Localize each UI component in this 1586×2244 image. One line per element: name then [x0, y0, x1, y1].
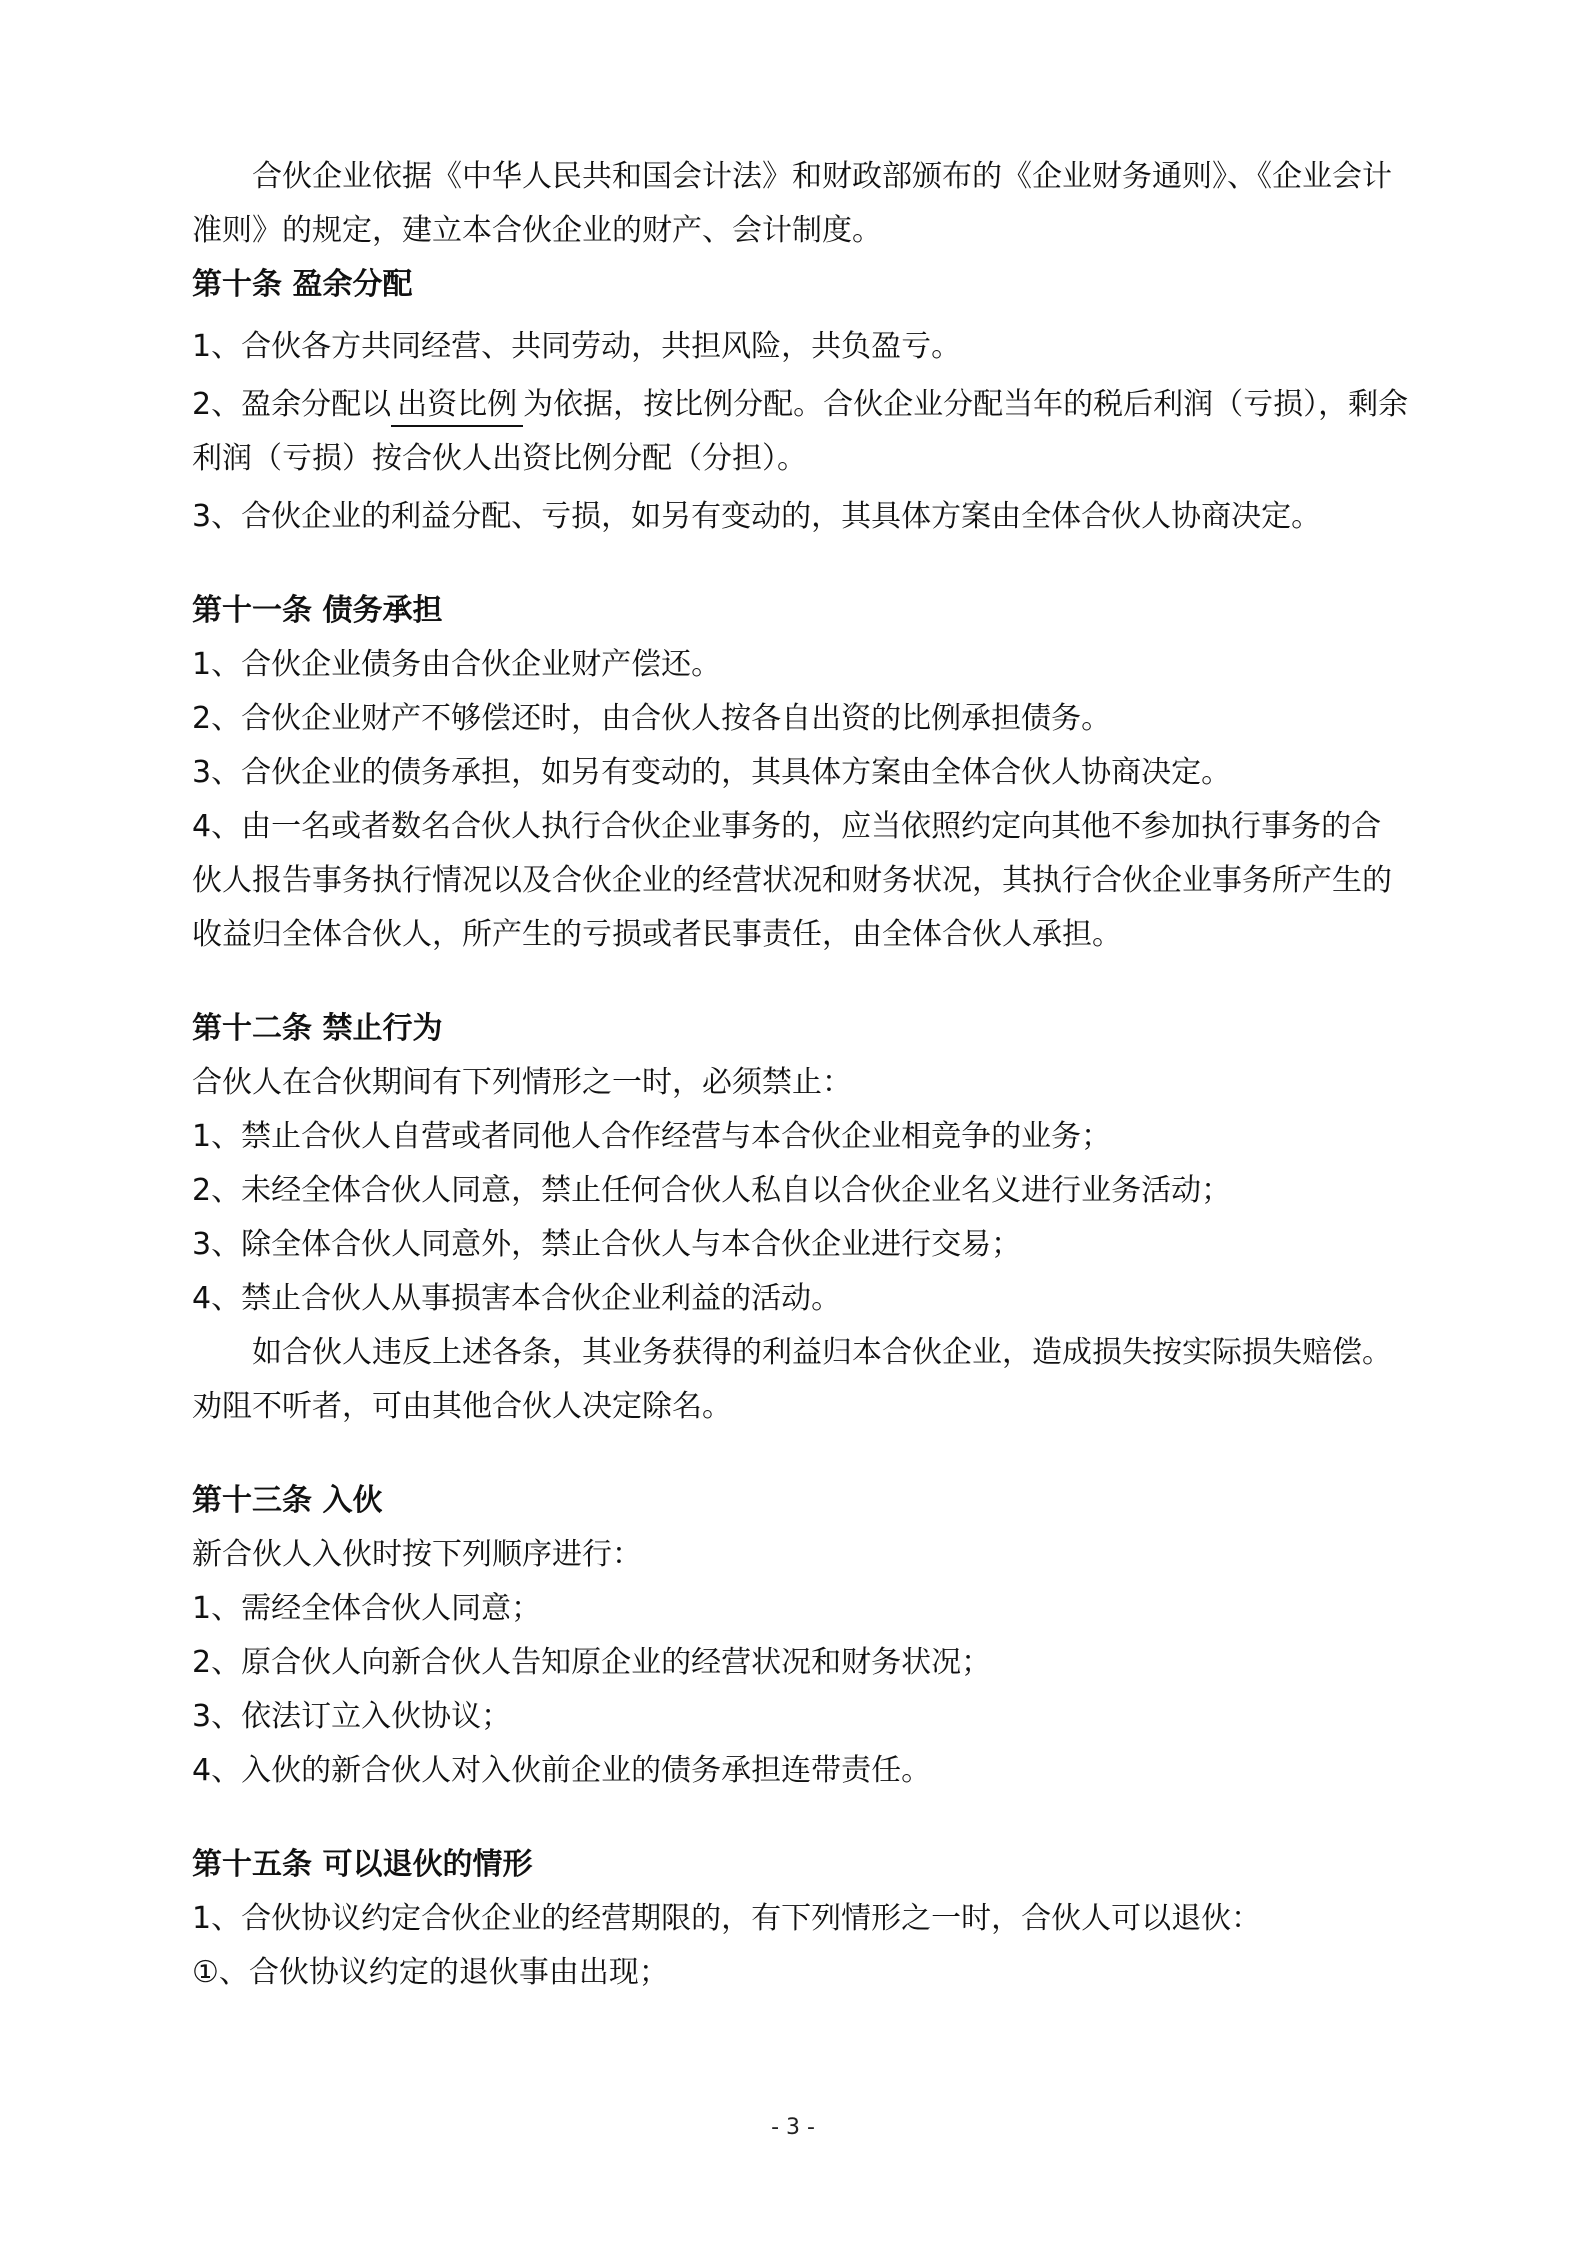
article-11-heading: 第十一条 债务承担 — [192, 593, 443, 628]
article-13-item-1: 1、需经全体合伙人同意； — [192, 1591, 542, 1626]
article-13-heading: 第十三条 入伙 — [192, 1483, 383, 1518]
article-10-item-2 — [192, 378, 1410, 486]
article-12-lead: 合伙人在合伙期间有下列情形之一时，必须禁止： — [192, 1065, 852, 1100]
intro-paragraph: 合伙企业依据《中华人民共和国会计法》和财政部颁布的《企业财务通则》、《企业会计准则》的规定，建立本合伙企业的财产、会计制度。 — [192, 159, 1392, 248]
article-13-item-4: 4、入伙的新合伙人对入伙前企业的债务承担连带责任。 — [192, 1753, 932, 1788]
article-10-heading: 第十条 盈余分配 — [192, 267, 413, 302]
article-15-item-1: 1、合伙协议约定合伙企业的经营期限的，有下列情形之一时，合伙人可以退伙： — [192, 1901, 1262, 1936]
article-12-item-1: 1、禁止合伙人自营或者同他人合作经营与本合伙企业相竞争的业务； — [192, 1119, 1112, 1154]
article-13-item-2: 2、原合伙人向新合伙人告知原企业的经营状况和财务状况； — [192, 1645, 992, 1680]
article-11-item-1: 1、合伙企业债务由合伙企业财产偿还。 — [192, 647, 722, 682]
article-10-item-2-prefix: 2、盈余分配以 — [192, 387, 392, 422]
profit-basis-blank: 出资比例 — [391, 385, 523, 427]
article-13-lead: 新合伙人入伙时按下列顺序进行： — [192, 1537, 642, 1572]
article-10-item-1: 1、合伙各方共同经营、共同劳动，共担风险，共负盈亏。 — [192, 329, 962, 364]
article-15-heading: 第十五条 可以退伙的情形 — [192, 1847, 533, 1882]
article-10-item-2-suffix: 为依据，按比例分配。合伙企业分配当年的税后利润（亏损），剩余利润（亏损）按合伙人出资比例分配（分担）。 — [192, 387, 1409, 476]
article-13-item-3: 3、依法订立入伙协议； — [192, 1699, 512, 1734]
article-11-item-2: 2、合伙企业财产不够偿还时，由合伙人按各自出资的比例承担债务。 — [192, 701, 1112, 736]
article-15-subitem-1: ①、合伙协议约定的退伙事由出现； — [192, 1955, 669, 1990]
document-body — [192, 150, 1410, 2000]
article-11-item-4: 4、由一名或者数名合伙人执行合伙企业事务的，应当依照约定向其他不参加执行事务的合伙人报告事务执行情况以及合伙企业的经营状况和财务状况，其执行合伙企业事务所产生的收益归全体合伙人，所产生的亏损或者民事责任，由全体合伙人承担。 — [192, 809, 1392, 952]
article-12-heading: 第十二条 禁止行为 — [192, 1011, 443, 1046]
article-11-item-3: 3、合伙企业的债务承担，如另有变动的，其具体方案由全体合伙人协商决定。 — [192, 755, 1232, 790]
article-12-item-3: 3、除全体合伙人同意外，禁止合伙人与本合伙企业进行交易； — [192, 1227, 1022, 1262]
article-10-item-3: 3、合伙企业的利益分配、亏损，如另有变动的，其具体方案由全体合伙人协商决定。 — [192, 499, 1322, 534]
article-12-item-4: 4、禁止合伙人从事损害本合伙企业利益的活动。 — [192, 1281, 842, 1316]
article-12-closing: 如合伙人违反上述各条，其业务获得的利益归本合伙企业，造成损失按实际损失赔偿。劝阻不听者，可由其他合伙人决定除名。 — [192, 1335, 1392, 1424]
article-12-item-2: 2、未经全体合伙人同意，禁止任何合伙人私自以合伙企业名义进行业务活动； — [192, 1173, 1232, 1208]
page-number: - 3 - — [771, 2115, 815, 2140]
